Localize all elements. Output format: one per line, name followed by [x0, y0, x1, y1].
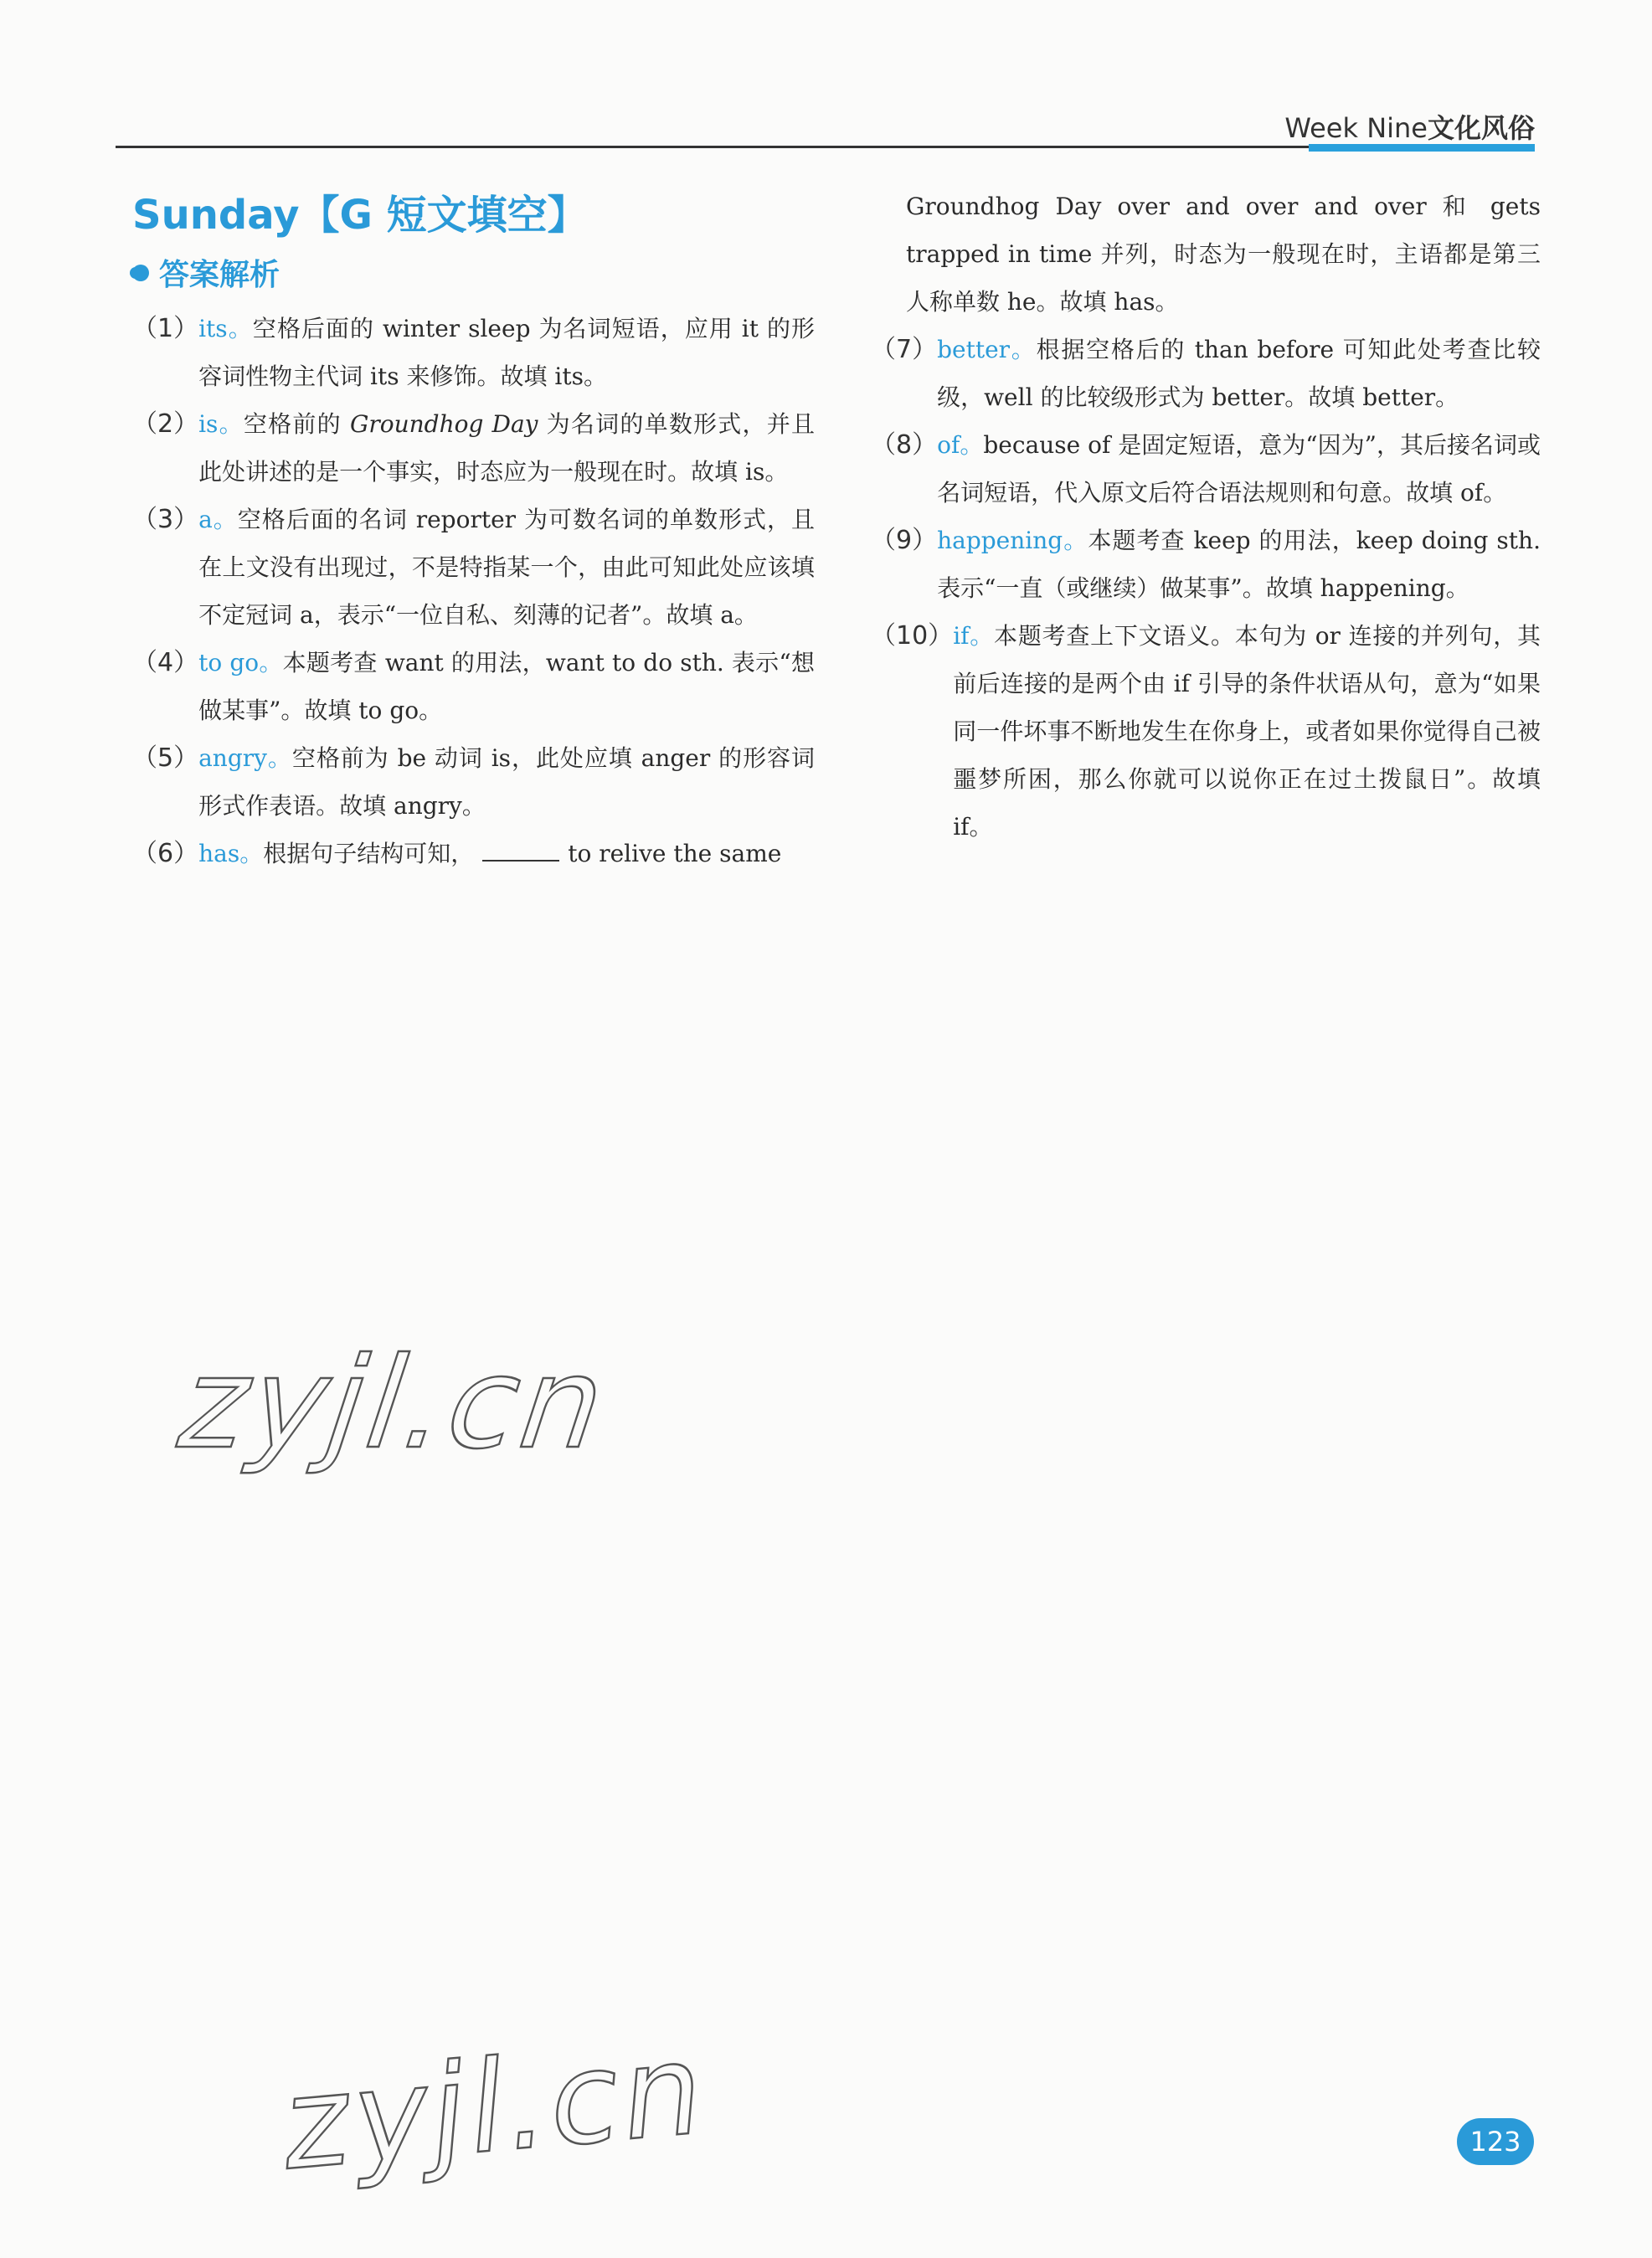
item-number: （9） — [871, 526, 938, 555]
explanation: 空格后面的名词 reporter 为可数名词的单数形式，且在上文没有出现过，不是特指某一个，由此可知此处应该填不定冠词 a，表示“一位自私、刻薄的记者”。故填 a。 — [198, 506, 815, 629]
item-number: （1） — [132, 314, 199, 343]
item-6-continuation: Groundhog Day over and over and over 和 gets trapped in time 并列，时态为一般现在时，主语都是第三人称单数 he。故填 has。 — [906, 193, 1541, 316]
answer-item-3 — [132, 496, 815, 639]
right-column — [871, 183, 1541, 851]
bullet-icon — [132, 265, 149, 281]
answer: to go。 — [198, 649, 283, 676]
explanation: 本题考查 keep 的用法，keep doing sth. 表示“一直（或继续）做某事”。故填 happening。 — [937, 527, 1541, 602]
explanation-post: 为名词的单数形式，并且此处讲述的是一个事实，时态应为一般现在时。故填 is。 — [198, 410, 815, 486]
watermark: zyjl.cn — [160, 1331, 630, 1477]
answer-item-10 — [871, 612, 1541, 851]
answer: its。 — [198, 315, 253, 342]
item-number: （10） — [871, 621, 954, 651]
answer-item-4 — [132, 639, 815, 734]
explanation-post: to relive the same — [568, 840, 782, 867]
answer: happening。 — [937, 527, 1088, 554]
section-title: Sunday【G 短文填空】 — [132, 192, 588, 239]
answer-item-1 — [132, 305, 815, 400]
explanation-italic: Groundhog Day — [349, 410, 538, 438]
item-number: （8） — [871, 430, 938, 460]
watermark: zyjl.cn — [279, 2015, 713, 2199]
page-number: 123 — [1457, 2118, 1534, 2165]
answer-item-8 — [871, 421, 1541, 517]
blank-line — [482, 838, 559, 862]
explanation: because of 是固定短语，意为“因为”，其后接名词或名词短语，代入原文后符合语法规则和句意。故填 of。 — [937, 431, 1541, 507]
running-head-week: Week Nine — [1284, 112, 1428, 144]
explanation: 空格前为 be 动词 is，此处应填 anger 的形容词形式作表语。故填 angry。 — [198, 744, 815, 820]
explanation: 空格后面的 winter sleep 为名词短语，应用 it 的形容词性物主代词 its 来修饰。故填 its。 — [198, 315, 816, 390]
item-number: （7） — [871, 335, 938, 364]
item-number: （2） — [132, 409, 199, 439]
explanation: 本题考查上下文语义。本句为 or 连接的并列句，其前后连接的是两个由 if 引导的条件状语从句，意为“如果同一件坏事不断地发生在你身上，或者如果你觉得自己被噩梦所困，那么你就可以说你正在过土拨鼠日”。故填 if。 — [953, 622, 1541, 841]
answer-item-7 — [871, 326, 1541, 421]
sub-heading — [132, 251, 280, 294]
item-number: （3） — [132, 505, 199, 534]
item-number: （4） — [132, 648, 199, 677]
running-head — [1284, 107, 1535, 146]
item-number: （5） — [132, 743, 199, 773]
left-column — [132, 305, 815, 877]
item-number: （6） — [132, 839, 199, 868]
header-accent-bar — [1309, 144, 1535, 152]
answer-item-2 — [132, 400, 815, 496]
sub-heading-text: 答案解析 — [159, 258, 280, 292]
answer: if。 — [953, 622, 995, 650]
answer-item-6 — [132, 830, 815, 877]
answer: a。 — [198, 506, 238, 533]
answer: has。 — [198, 840, 264, 867]
answer: is。 — [198, 410, 244, 438]
answer-item-5 — [132, 734, 815, 830]
answer-item-9 — [871, 517, 1541, 612]
answer: of。 — [937, 431, 984, 459]
explanation: 本题考查 want 的用法，want to do sth. 表示“想做某事”。故填 to go。 — [198, 649, 816, 724]
explanation: 根据空格后的 than before 可知此处考查比较级，well 的比较级形式为 better。故填 better。 — [937, 336, 1541, 411]
running-head-topic: 文化风俗 — [1427, 112, 1535, 144]
answer: better。 — [937, 336, 1037, 363]
explanation-pre: 根据句子结构可知， — [263, 840, 475, 867]
explanation-pre: 空格前的 — [243, 410, 350, 438]
answer: angry。 — [198, 744, 292, 772]
